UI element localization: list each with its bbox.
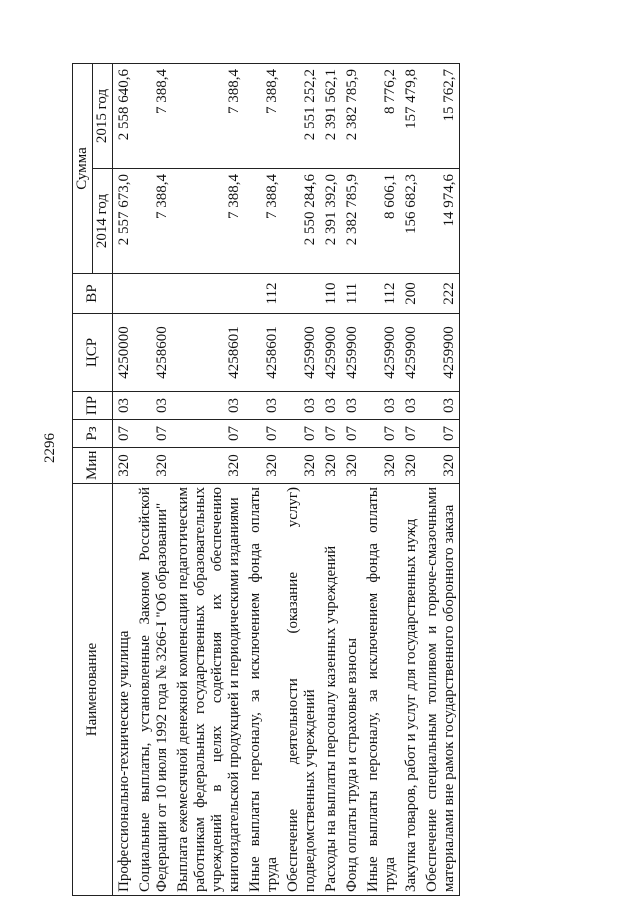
row-sum-2015: 7 388,4 <box>244 63 282 168</box>
header-2015: 2015 год <box>93 63 113 168</box>
page-number: 2296 <box>42 433 58 463</box>
row-vr: 200 <box>400 274 421 314</box>
row-rz: 07 <box>400 420 421 448</box>
row-pr: 03 <box>172 392 244 420</box>
row-csr: 4250000 <box>113 314 135 392</box>
row-csr: 4259900 <box>421 314 460 392</box>
row-min: 320 <box>421 448 460 484</box>
row-min: 320 <box>362 448 400 484</box>
row-sum-2014: 7 388,4 <box>244 169 282 274</box>
row-pr: 03 <box>244 392 282 420</box>
row-pr: 03 <box>400 392 421 420</box>
row-rz: 07 <box>244 420 282 448</box>
row-rz: 07 <box>341 420 362 448</box>
row-sum-2015: 2 558 640,6 <box>113 63 135 168</box>
row-sum-2014: 7 388,4 <box>172 169 244 274</box>
row-vr <box>113 274 135 314</box>
row-name: Профессионально-технические училища <box>113 484 135 896</box>
row-pr: 03 <box>113 392 135 420</box>
row-name: Иные выплаты персоналу, за исключением фонда оплаты труда <box>362 484 400 896</box>
row-vr <box>172 274 244 314</box>
table-row <box>320 63 341 895</box>
row-name: Выплата ежемесячной денежной компенсации педагогическим работникам федеральных государственных образовательных учреждений в целях содействия их обеспечению книгоиздательской продукцией и периодическими изданиями <box>172 484 244 896</box>
row-csr: 4258601 <box>172 314 244 392</box>
header-min: Мин <box>73 448 113 484</box>
header-rz: Рз <box>73 420 113 448</box>
table-body <box>113 63 460 895</box>
row-sum-2015: 15 762,7 <box>421 63 460 168</box>
row-pr: 03 <box>282 392 320 420</box>
header-sum: Сумма <box>73 63 93 273</box>
row-min: 320 <box>134 448 172 484</box>
row-min: 320 <box>172 448 244 484</box>
row-sum-2014: 2 382 785,9 <box>341 169 362 274</box>
table-row <box>134 63 172 895</box>
table-row <box>244 63 282 895</box>
table-header <box>73 63 113 895</box>
row-name: Обеспечение деятельности (оказание услуг) подведомственных учреждений <box>282 484 320 896</box>
row-vr: 112 <box>362 274 400 314</box>
header-name: Наименование <box>73 484 113 896</box>
row-rz: 07 <box>320 420 341 448</box>
row-pr: 03 <box>341 392 362 420</box>
table-row <box>400 63 421 895</box>
row-vr: 110 <box>320 274 341 314</box>
row-name: Социальные выплаты, установленные Законом Российской Федерации от 10 июля 1992 года № 3266-I "Об образовании" <box>134 484 172 896</box>
row-sum-2014: 2 391 392,0 <box>320 169 341 274</box>
row-vr: 112 <box>244 274 282 314</box>
header-pr: ПР <box>73 392 113 420</box>
row-sum-2015: 7 388,4 <box>134 63 172 168</box>
row-sum-2015: 157 479,8 <box>400 63 421 168</box>
row-name: Иные выплаты персоналу, за исключением фонда оплаты труда <box>244 484 282 896</box>
row-vr <box>282 274 320 314</box>
table-row <box>341 63 362 895</box>
budget-table <box>72 63 460 896</box>
table-row <box>113 63 135 895</box>
row-csr: 4259900 <box>362 314 400 392</box>
row-sum-2015: 8 776,2 <box>362 63 400 168</box>
header-csr: ЦСР <box>73 314 113 392</box>
row-csr: 4259900 <box>320 314 341 392</box>
row-rz: 07 <box>421 420 460 448</box>
row-name: Обеспечение специальным топливом и горюче-смазочными материалами вне рамок государственного оборонного заказа <box>421 484 460 896</box>
row-sum-2015: 2 382 785,9 <box>341 63 362 168</box>
row-csr: 4259900 <box>341 314 362 392</box>
row-rz: 07 <box>282 420 320 448</box>
row-sum-2015: 2 551 252,2 <box>282 63 320 168</box>
row-sum-2014: 7 388,4 <box>134 169 172 274</box>
table-row <box>421 63 460 895</box>
row-csr: 4258600 <box>134 314 172 392</box>
row-name: Закупка товаров, работ и услуг для государственных нужд <box>400 484 421 896</box>
row-sum-2015: 2 391 562,1 <box>320 63 341 168</box>
row-min: 320 <box>244 448 282 484</box>
row-sum-2014: 2 550 284,6 <box>282 169 320 274</box>
row-min: 320 <box>400 448 421 484</box>
row-sum-2015: 7 388,4 <box>172 63 244 168</box>
row-csr: 4258601 <box>244 314 282 392</box>
row-pr: 03 <box>320 392 341 420</box>
row-rz: 07 <box>172 420 244 448</box>
row-csr: 4259900 <box>400 314 421 392</box>
header-vr: ВР <box>73 274 113 314</box>
row-name: Расходы на выплаты персоналу казенных учреждений <box>320 484 341 896</box>
row-pr: 03 <box>134 392 172 420</box>
row-sum-2014: 2 557 673,0 <box>113 169 135 274</box>
row-pr: 03 <box>421 392 460 420</box>
row-sum-2014: 14 974,6 <box>421 169 460 274</box>
row-min: 320 <box>341 448 362 484</box>
table-row <box>172 63 244 895</box>
row-rz: 07 <box>113 420 135 448</box>
budget-table-sheet <box>72 64 536 896</box>
header-2014: 2014 год <box>93 169 113 274</box>
row-vr <box>134 274 172 314</box>
table-row <box>282 63 320 895</box>
row-sum-2014: 8 606,1 <box>362 169 400 274</box>
row-name: Фонд оплаты труда и страховые взносы <box>341 484 362 896</box>
page-number-wrap <box>30 433 70 463</box>
row-csr: 4259900 <box>282 314 320 392</box>
row-vr: 222 <box>421 274 460 314</box>
row-vr: 111 <box>341 274 362 314</box>
row-rz: 07 <box>134 420 172 448</box>
row-pr: 03 <box>362 392 400 420</box>
row-min: 320 <box>113 448 135 484</box>
row-min: 320 <box>282 448 320 484</box>
row-rz: 07 <box>362 420 400 448</box>
row-sum-2014: 156 682,3 <box>400 169 421 274</box>
table-row <box>362 63 400 895</box>
row-min: 320 <box>320 448 341 484</box>
